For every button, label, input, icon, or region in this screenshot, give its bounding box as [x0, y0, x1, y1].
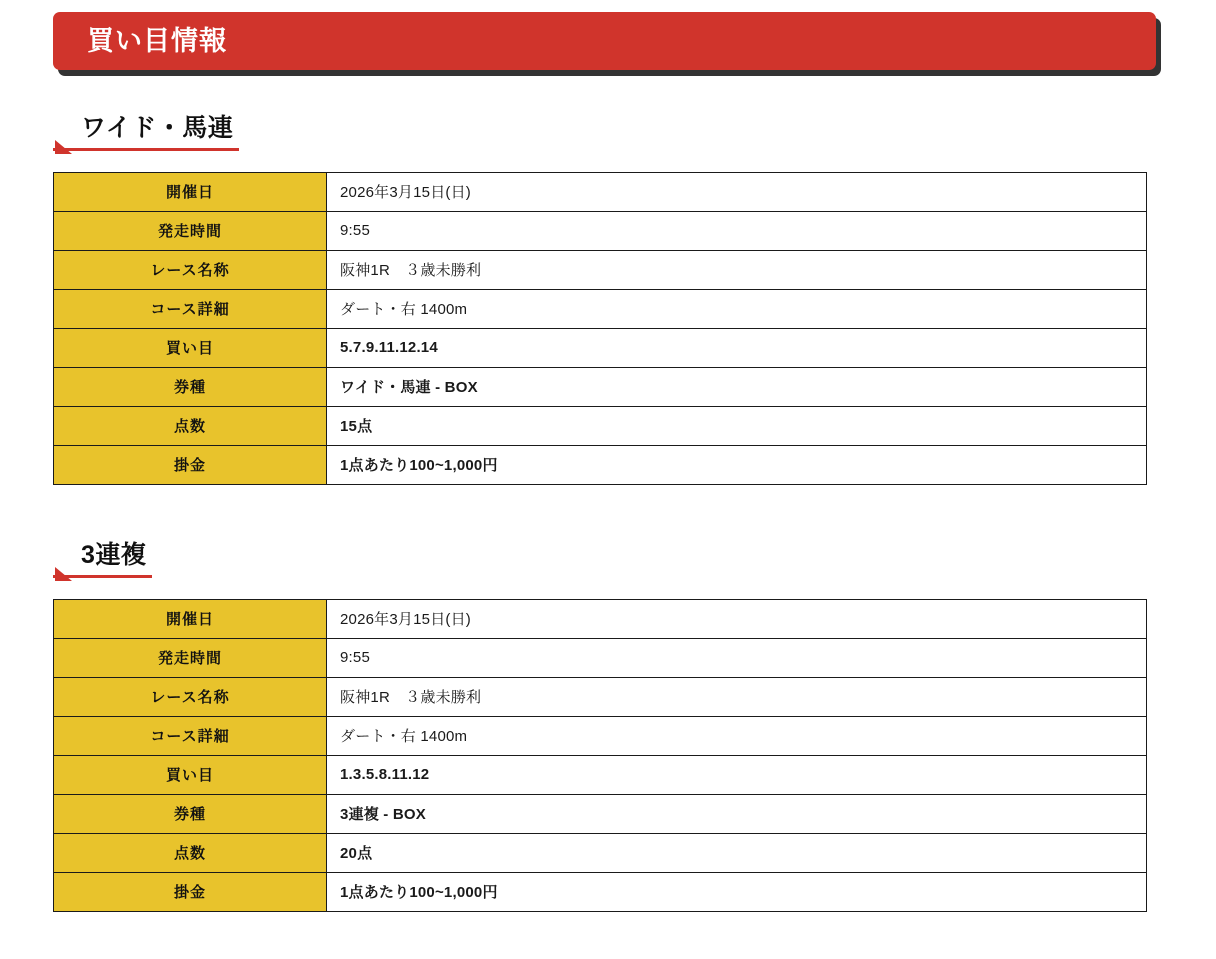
spacer-bottom [0, 912, 1216, 934]
row-label: レース名称 [54, 250, 327, 289]
table-row [54, 599, 1147, 638]
section-heading-label: 3連複 [53, 541, 152, 578]
page-title: 買い目情報 [87, 25, 227, 56]
row-label: コース詳細 [54, 289, 327, 328]
table-row [54, 638, 1147, 677]
row-value: 2026年3月15日(日) [327, 599, 1147, 638]
row-label: 掛金 [54, 445, 327, 484]
row-value: 9:55 [327, 211, 1147, 250]
row-label: 発走時間 [54, 211, 327, 250]
row-label: 開催日 [54, 172, 327, 211]
table-row [54, 289, 1147, 328]
table-row [54, 833, 1147, 872]
row-value: ワイド・馬連 - BOX [327, 367, 1147, 406]
row-value: ダート・右 1400m [327, 716, 1147, 755]
bet-info-table-1 [53, 172, 1147, 485]
page-header-banner [53, 12, 1156, 70]
row-label: 開催日 [54, 599, 327, 638]
row-label: 点数 [54, 833, 327, 872]
table-row [54, 406, 1147, 445]
table-row [54, 211, 1147, 250]
table-row [54, 872, 1147, 911]
row-label: コース詳細 [54, 716, 327, 755]
row-value: 1点あたり100~1,000円 [327, 872, 1147, 911]
spacer-top [0, 70, 1216, 114]
bet-info-table-2 [53, 599, 1147, 912]
section-sanrenpuku [0, 541, 1216, 912]
section-heading [53, 541, 152, 584]
row-value: 5.7.9.11.12.14 [327, 328, 1147, 367]
banner-container [0, 0, 1216, 70]
row-value: 1.3.5.8.11.12 [327, 755, 1147, 794]
row-label: 点数 [54, 406, 327, 445]
section-heading [53, 114, 239, 157]
spacer-heading-table [53, 584, 1156, 599]
table-row [54, 794, 1147, 833]
row-value: 1点あたり100~1,000円 [327, 445, 1147, 484]
table-row [54, 172, 1147, 211]
row-label: 買い目 [54, 328, 327, 367]
row-label: 買い目 [54, 755, 327, 794]
row-value: 阪神1R ３歳未勝利 [327, 250, 1147, 289]
row-value: 2026年3月15日(日) [327, 172, 1147, 211]
table-row [54, 328, 1147, 367]
row-label: 発走時間 [54, 638, 327, 677]
row-value: 9:55 [327, 638, 1147, 677]
row-value: 15点 [327, 406, 1147, 445]
table-row [54, 755, 1147, 794]
row-label: 掛金 [54, 872, 327, 911]
table-row [54, 250, 1147, 289]
row-value: 20点 [327, 833, 1147, 872]
row-value: 3連複 - BOX [327, 794, 1147, 833]
spacer-heading-table [53, 157, 1156, 172]
triangle-marker-icon [55, 140, 72, 154]
spacer-between-sections [0, 485, 1216, 541]
table-row [54, 677, 1147, 716]
row-label: 券種 [54, 367, 327, 406]
table-row [54, 716, 1147, 755]
section-wide-umaren [0, 114, 1216, 485]
triangle-marker-icon [55, 567, 72, 581]
section-heading-label: ワイド・馬連 [53, 114, 239, 151]
row-label: レース名称 [54, 677, 327, 716]
row-label: 券種 [54, 794, 327, 833]
table-row [54, 367, 1147, 406]
row-value: ダート・右 1400m [327, 289, 1147, 328]
table-row [54, 445, 1147, 484]
row-value: 阪神1R ３歳未勝利 [327, 677, 1147, 716]
